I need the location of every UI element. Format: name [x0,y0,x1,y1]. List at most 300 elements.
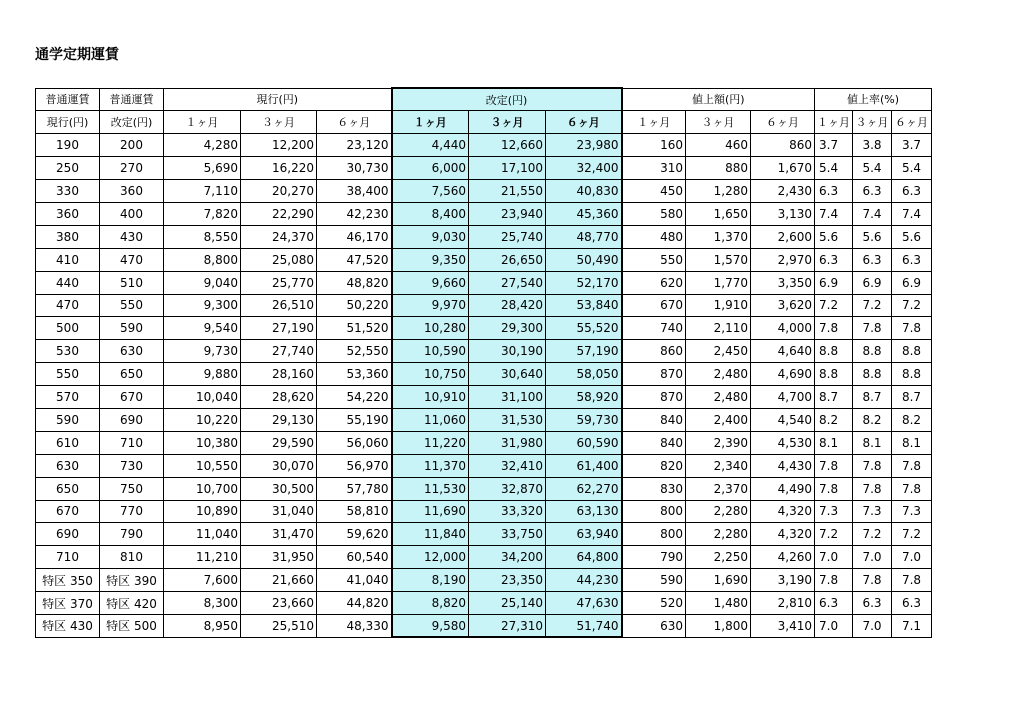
cell-rate-6m: 7.8 [892,454,932,477]
cell-revised-6m: 62,270 [546,477,622,500]
cell-revised-1m: 9,350 [392,248,469,271]
cell-rate-1m: 6.9 [815,271,853,294]
cell-base-fare-revised: 810 [100,546,164,569]
cell-increase-1m: 590 [622,569,686,592]
cell-base-fare-current: 610 [36,431,100,454]
cell-increase-6m: 2,430 [751,180,815,203]
cell-increase-1m: 450 [622,180,686,203]
cell-rate-3m: 7.0 [853,546,892,569]
header-base-fare-revised: 普通運賃 [100,88,164,111]
cell-revised-1m: 11,840 [392,523,469,546]
cell-increase-1m: 520 [622,592,686,615]
cell-base-fare-revised: 430 [100,225,164,248]
cell-rate-1m: 7.8 [815,454,853,477]
cell-increase-6m: 3,190 [751,569,815,592]
cell-revised-6m: 58,920 [546,386,622,409]
cell-rate-1m: 8.1 [815,431,853,454]
cell-increase-6m: 4,530 [751,431,815,454]
table-row [36,431,932,454]
cell-increase-1m: 860 [622,340,686,363]
cell-base-fare-revised: 710 [100,431,164,454]
cell-rate-1m: 5.6 [815,225,853,248]
cell-revised-6m: 59,730 [546,408,622,431]
table-row [36,386,932,409]
cell-rate-1m: 7.8 [815,477,853,500]
table-row [36,134,932,157]
cell-rate-1m: 7.2 [815,294,853,317]
cell-base-fare-revised: 690 [100,408,164,431]
cell-revised-1m: 10,750 [392,363,469,386]
cell-current-1m: 10,040 [164,386,241,409]
cell-base-fare-current: 650 [36,477,100,500]
cell-current-1m: 9,880 [164,363,241,386]
table-row [36,454,932,477]
cell-increase-3m: 880 [686,157,751,180]
cell-base-fare-revised: 特区 500 [100,614,164,637]
header-group-current: 現行(円) [164,88,392,111]
cell-increase-1m: 630 [622,614,686,637]
header-current-label: 現行(円) [36,111,100,134]
cell-current-6m: 57,780 [317,477,392,500]
cell-current-3m: 28,620 [241,386,317,409]
cell-rate-6m: 8.2 [892,408,932,431]
cell-revised-6m: 60,590 [546,431,622,454]
cell-current-6m: 51,520 [317,317,392,340]
cell-current-6m: 38,400 [317,180,392,203]
cell-increase-1m: 800 [622,523,686,546]
cell-rate-6m: 8.8 [892,340,932,363]
cell-increase-6m: 4,690 [751,363,815,386]
cell-rate-1m: 3.7 [815,134,853,157]
cell-rate-1m: 8.8 [815,340,853,363]
cell-revised-3m: 27,310 [469,614,546,637]
cell-increase-6m: 4,640 [751,340,815,363]
cell-revised-6m: 64,800 [546,546,622,569]
cell-base-fare-revised: 650 [100,363,164,386]
cell-base-fare-current: 630 [36,454,100,477]
cell-rate-3m: 6.3 [853,592,892,615]
cell-rate-1m: 6.3 [815,248,853,271]
cell-rate-3m: 7.8 [853,317,892,340]
cell-base-fare-current: 500 [36,317,100,340]
cell-current-6m: 55,190 [317,408,392,431]
cell-revised-1m: 8,820 [392,592,469,615]
cell-revised-6m: 58,050 [546,363,622,386]
cell-current-6m: 53,360 [317,363,392,386]
cell-revised-1m: 9,970 [392,294,469,317]
table-row [36,294,932,317]
cell-rate-6m: 7.1 [892,614,932,637]
cell-revised-1m: 6,000 [392,157,469,180]
cell-increase-6m: 3,410 [751,614,815,637]
cell-revised-3m: 27,540 [469,271,546,294]
cell-base-fare-current: 710 [36,546,100,569]
cell-base-fare-revised: 670 [100,386,164,409]
cell-increase-6m: 4,430 [751,454,815,477]
cell-increase-3m: 2,390 [686,431,751,454]
cell-base-fare-revised: 400 [100,202,164,225]
cell-revised-3m: 29,300 [469,317,546,340]
table-row [36,569,932,592]
cell-revised-1m: 7,560 [392,180,469,203]
cell-rate-6m: 7.2 [892,523,932,546]
commuter-pass-fare-table [35,87,932,638]
header-row-2 [36,111,932,134]
cell-revised-1m: 9,580 [392,614,469,637]
cell-increase-6m: 3,130 [751,202,815,225]
cell-increase-1m: 670 [622,294,686,317]
cell-current-3m: 20,270 [241,180,317,203]
table-row [36,546,932,569]
cell-increase-3m: 2,370 [686,477,751,500]
header-increase-3m: ３ヶ月 [686,111,751,134]
cell-increase-1m: 580 [622,202,686,225]
cell-increase-6m: 2,600 [751,225,815,248]
header-current-1m: １ヶ月 [164,111,241,134]
cell-revised-1m: 4,440 [392,134,469,157]
cell-revised-6m: 50,490 [546,248,622,271]
cell-increase-3m: 1,370 [686,225,751,248]
header-rate-3m: ３ヶ月 [853,111,892,134]
cell-current-6m: 56,060 [317,431,392,454]
header-rate-6m: ６ヶ月 [892,111,932,134]
cell-base-fare-revised: 590 [100,317,164,340]
cell-rate-1m: 7.0 [815,546,853,569]
cell-base-fare-current: 410 [36,248,100,271]
cell-current-3m: 30,070 [241,454,317,477]
cell-base-fare-revised: 550 [100,294,164,317]
cell-increase-3m: 2,400 [686,408,751,431]
cell-current-6m: 50,220 [317,294,392,317]
header-group-increase-rate: 値上率(%) [815,88,932,111]
cell-increase-6m: 4,260 [751,546,815,569]
cell-current-3m: 23,660 [241,592,317,615]
cell-increase-3m: 1,910 [686,294,751,317]
cell-revised-3m: 33,750 [469,523,546,546]
cell-rate-6m: 3.7 [892,134,932,157]
cell-revised-1m: 11,370 [392,454,469,477]
cell-increase-3m: 1,570 [686,248,751,271]
cell-rate-3m: 7.4 [853,202,892,225]
cell-increase-6m: 4,490 [751,477,815,500]
cell-revised-1m: 10,590 [392,340,469,363]
cell-rate-3m: 7.0 [853,614,892,637]
cell-rate-1m: 5.4 [815,157,853,180]
cell-rate-6m: 7.8 [892,477,932,500]
cell-current-1m: 11,210 [164,546,241,569]
cell-base-fare-current: 690 [36,523,100,546]
header-row-1 [36,88,932,111]
cell-current-1m: 8,950 [164,614,241,637]
cell-revised-6m: 63,130 [546,500,622,523]
cell-current-1m: 7,110 [164,180,241,203]
cell-revised-3m: 26,650 [469,248,546,271]
cell-increase-6m: 2,810 [751,592,815,615]
cell-increase-6m: 2,970 [751,248,815,271]
cell-current-3m: 25,770 [241,271,317,294]
cell-current-3m: 25,510 [241,614,317,637]
cell-revised-6m: 63,940 [546,523,622,546]
cell-base-fare-current: 特区 370 [36,592,100,615]
cell-current-3m: 26,510 [241,294,317,317]
cell-increase-3m: 2,480 [686,363,751,386]
cell-rate-6m: 6.3 [892,180,932,203]
cell-base-fare-revised: 510 [100,271,164,294]
cell-current-6m: 46,170 [317,225,392,248]
cell-current-1m: 10,700 [164,477,241,500]
cell-increase-1m: 840 [622,431,686,454]
cell-revised-6m: 52,170 [546,271,622,294]
cell-revised-6m: 48,770 [546,225,622,248]
table-row [36,408,932,431]
cell-revised-1m: 8,190 [392,569,469,592]
cell-rate-6m: 7.4 [892,202,932,225]
header-group-revised: 改定(円) [392,88,622,111]
cell-increase-3m: 1,650 [686,202,751,225]
cell-increase-3m: 2,110 [686,317,751,340]
cell-revised-3m: 31,100 [469,386,546,409]
cell-rate-3m: 7.8 [853,454,892,477]
cell-rate-1m: 7.2 [815,523,853,546]
table-row [36,202,932,225]
cell-increase-3m: 2,480 [686,386,751,409]
cell-rate-3m: 6.3 [853,248,892,271]
cell-current-3m: 29,590 [241,431,317,454]
cell-base-fare-revised: 200 [100,134,164,157]
cell-revised-3m: 30,190 [469,340,546,363]
table-row [36,248,932,271]
header-revised-1m: １ヶ月 [392,111,469,134]
cell-current-1m: 8,800 [164,248,241,271]
cell-current-1m: 7,820 [164,202,241,225]
cell-increase-1m: 840 [622,408,686,431]
cell-current-3m: 27,190 [241,317,317,340]
cell-rate-1m: 7.0 [815,614,853,637]
cell-base-fare-current: 470 [36,294,100,317]
cell-base-fare-revised: 270 [100,157,164,180]
cell-rate-3m: 8.8 [853,340,892,363]
cell-base-fare-revised: 770 [100,500,164,523]
cell-current-1m: 9,730 [164,340,241,363]
cell-rate-6m: 7.0 [892,546,932,569]
cell-increase-1m: 870 [622,386,686,409]
cell-revised-6m: 61,400 [546,454,622,477]
cell-rate-1m: 8.7 [815,386,853,409]
cell-current-3m: 12,200 [241,134,317,157]
cell-increase-1m: 790 [622,546,686,569]
table-row [36,523,932,546]
cell-rate-1m: 8.8 [815,363,853,386]
cell-rate-6m: 6.9 [892,271,932,294]
cell-base-fare-current: 190 [36,134,100,157]
cell-current-6m: 60,540 [317,546,392,569]
cell-rate-3m: 5.6 [853,225,892,248]
cell-revised-3m: 32,410 [469,454,546,477]
cell-rate-3m: 7.2 [853,294,892,317]
header-revised-6m: ６ヶ月 [546,111,622,134]
cell-base-fare-revised: 730 [100,454,164,477]
cell-rate-1m: 8.2 [815,408,853,431]
cell-base-fare-current: 380 [36,225,100,248]
cell-base-fare-revised: 750 [100,477,164,500]
cell-revised-6m: 32,400 [546,157,622,180]
cell-current-6m: 30,730 [317,157,392,180]
cell-increase-1m: 830 [622,477,686,500]
cell-current-6m: 44,820 [317,592,392,615]
cell-rate-1m: 7.8 [815,317,853,340]
cell-rate-3m: 7.8 [853,477,892,500]
cell-rate-3m: 8.2 [853,408,892,431]
cell-current-6m: 41,040 [317,569,392,592]
cell-rate-3m: 8.8 [853,363,892,386]
cell-increase-3m: 2,450 [686,340,751,363]
cell-increase-3m: 1,800 [686,614,751,637]
header-current-6m: ６ヶ月 [317,111,392,134]
cell-base-fare-revised: 特区 420 [100,592,164,615]
cell-increase-3m: 2,340 [686,454,751,477]
cell-current-1m: 9,540 [164,317,241,340]
cell-base-fare-current: 570 [36,386,100,409]
cell-revised-6m: 40,830 [546,180,622,203]
cell-revised-1m: 9,660 [392,271,469,294]
cell-revised-3m: 31,980 [469,431,546,454]
cell-increase-1m: 620 [622,271,686,294]
cell-current-1m: 9,300 [164,294,241,317]
cell-rate-1m: 7.8 [815,569,853,592]
cell-revised-6m: 51,740 [546,614,622,637]
cell-revised-3m: 12,660 [469,134,546,157]
cell-base-fare-current: 440 [36,271,100,294]
cell-base-fare-revised: 790 [100,523,164,546]
cell-revised-3m: 25,740 [469,225,546,248]
cell-rate-6m: 8.7 [892,386,932,409]
cell-base-fare-revised: 470 [100,248,164,271]
cell-rate-6m: 6.3 [892,248,932,271]
cell-increase-6m: 4,700 [751,386,815,409]
cell-rate-3m: 6.9 [853,271,892,294]
cell-increase-6m: 4,320 [751,523,815,546]
header-increase-6m: ６ヶ月 [751,111,815,134]
cell-increase-3m: 460 [686,134,751,157]
cell-rate-6m: 5.4 [892,157,932,180]
cell-current-3m: 30,500 [241,477,317,500]
cell-rate-3m: 8.1 [853,431,892,454]
cell-current-1m: 10,550 [164,454,241,477]
cell-base-fare-revised: 360 [100,180,164,203]
cell-revised-3m: 23,940 [469,202,546,225]
cell-rate-3m: 7.8 [853,569,892,592]
cell-current-3m: 25,080 [241,248,317,271]
table-row [36,500,932,523]
cell-current-6m: 23,120 [317,134,392,157]
cell-base-fare-revised: 特区 390 [100,569,164,592]
cell-increase-3m: 1,690 [686,569,751,592]
cell-current-3m: 28,160 [241,363,317,386]
cell-revised-6m: 45,360 [546,202,622,225]
cell-rate-3m: 7.3 [853,500,892,523]
cell-increase-1m: 480 [622,225,686,248]
table-row [36,180,932,203]
table-row [36,614,932,637]
cell-revised-3m: 25,140 [469,592,546,615]
cell-current-1m: 8,300 [164,592,241,615]
cell-current-1m: 10,380 [164,431,241,454]
table-row [36,271,932,294]
cell-increase-1m: 550 [622,248,686,271]
cell-increase-1m: 820 [622,454,686,477]
cell-current-3m: 29,130 [241,408,317,431]
cell-current-1m: 8,550 [164,225,241,248]
cell-base-fare-current: 特区 350 [36,569,100,592]
cell-increase-6m: 1,670 [751,157,815,180]
cell-base-fare-current: 特区 430 [36,614,100,637]
cell-current-6m: 47,520 [317,248,392,271]
fare-table-body [36,134,932,638]
cell-current-3m: 22,290 [241,202,317,225]
cell-base-fare-current: 550 [36,363,100,386]
cell-revised-1m: 11,690 [392,500,469,523]
cell-increase-3m: 1,280 [686,180,751,203]
header-current-3m: ３ヶ月 [241,111,317,134]
cell-increase-6m: 860 [751,134,815,157]
cell-current-6m: 58,810 [317,500,392,523]
cell-increase-3m: 1,770 [686,271,751,294]
cell-revised-6m: 55,520 [546,317,622,340]
cell-increase-1m: 870 [622,363,686,386]
header-increase-1m: １ヶ月 [622,111,686,134]
cell-rate-6m: 5.6 [892,225,932,248]
cell-current-3m: 21,660 [241,569,317,592]
cell-base-fare-current: 590 [36,408,100,431]
cell-rate-1m: 7.4 [815,202,853,225]
cell-current-3m: 16,220 [241,157,317,180]
cell-increase-6m: 3,620 [751,294,815,317]
header-group-increase-amount: 値上額(円) [622,88,815,111]
cell-revised-1m: 11,060 [392,408,469,431]
cell-increase-3m: 2,280 [686,500,751,523]
table-row [36,340,932,363]
cell-increase-6m: 4,540 [751,408,815,431]
cell-base-fare-revised: 630 [100,340,164,363]
cell-current-1m: 10,220 [164,408,241,431]
cell-revised-6m: 44,230 [546,569,622,592]
cell-base-fare-current: 670 [36,500,100,523]
table-row [36,363,932,386]
cell-rate-3m: 7.2 [853,523,892,546]
cell-current-1m: 9,040 [164,271,241,294]
cell-increase-1m: 160 [622,134,686,157]
cell-rate-1m: 6.3 [815,592,853,615]
cell-increase-1m: 740 [622,317,686,340]
cell-current-3m: 31,950 [241,546,317,569]
cell-rate-3m: 8.7 [853,386,892,409]
cell-current-6m: 48,820 [317,271,392,294]
cell-current-6m: 56,970 [317,454,392,477]
cell-current-6m: 59,620 [317,523,392,546]
cell-rate-3m: 6.3 [853,180,892,203]
cell-current-1m: 11,040 [164,523,241,546]
cell-rate-3m: 3.8 [853,134,892,157]
cell-rate-3m: 5.4 [853,157,892,180]
cell-base-fare-current: 330 [36,180,100,203]
cell-current-6m: 54,220 [317,386,392,409]
cell-current-1m: 7,600 [164,569,241,592]
cell-increase-3m: 2,280 [686,523,751,546]
table-row [36,225,932,248]
cell-current-1m: 5,690 [164,157,241,180]
cell-revised-3m: 28,420 [469,294,546,317]
cell-rate-6m: 7.8 [892,569,932,592]
